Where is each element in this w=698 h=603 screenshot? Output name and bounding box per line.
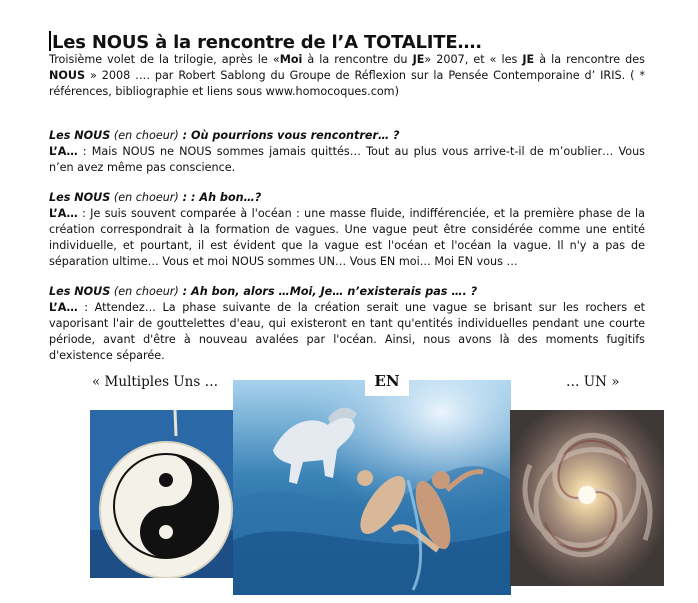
question-line: Les NOUS (en choeur) : Ah bon, alors …Moi, Je… n’existerais pas …. ? [49,285,478,298]
answer-text: L’A… : Je suis souvent comparée à l'océan : une masse fluide, indifférenciée, et la première phase de la création correspondrait à la formation de vagues. Une vague peut être considérée comme une entité individuelle, et pourtant, il est évident que la vague est l'océan et l'océan la vague. Il n'y a pas de séparation ultime… Vous et moi NOUS sommes UN… Vous EN moi… Moi EN vous … [49,207,645,268]
dialogue-block-1 [49,128,645,176]
question-line: Les NOUS (en choeur) : : Ah bon…? [49,191,262,204]
question-line: Les NOUS (en choeur) : Où pourrions vous rencontrer… ? [49,129,400,142]
yin-yang-icon [90,410,240,578]
spiral-galaxy-image [510,410,664,586]
ocean-art-icon [233,380,511,595]
caption-multiples-uns: « Multiples Uns … [92,374,219,390]
caption-en: EN [365,366,409,396]
text-cursor [49,31,51,51]
answer-text: L’A… : Mais NOUS ne NOUS sommes jamais quittés… Tout au plus vous arrive-t-il de m’oublier… Vous n’en avez même pas conscience. [49,145,645,174]
intro-paragraph: Troisième volet de la trilogie, après le «Moi à la rencontre du JE» 2007, et « les JE à la rencontre des NOUS » 2008 …. par Robert Sablong du Groupe de Réflexion sur la Pensée Contemporaine d’ IRIS. ( * références, bibliographie et liens sous www.homocoques.com) [49,53,645,98]
galaxy-icon [510,410,664,586]
caption-un: … UN » [566,374,620,390]
yin-yang-candle-image [90,410,240,578]
page-title [49,31,482,53]
dialogue-block-2 [49,190,645,270]
dialogue-block-3 [49,284,645,364]
title-text: Les NOUS à la rencontre de l’A TOTALITE…. [52,32,482,53]
answer-text: L’A… : Attendez… La phase suivante de la création serait une vague se brisant sur les rochers et vaporisant l'air de gouttelettes d'eau, qui existeront en tant qu'entités individuelles pendant une courte période, avant d'être à nouveau avalées par l'océan. Ainsi, nous avons là des moments fugitifs d'existence séparée. [49,301,645,362]
ocean-figures-image [233,380,511,595]
